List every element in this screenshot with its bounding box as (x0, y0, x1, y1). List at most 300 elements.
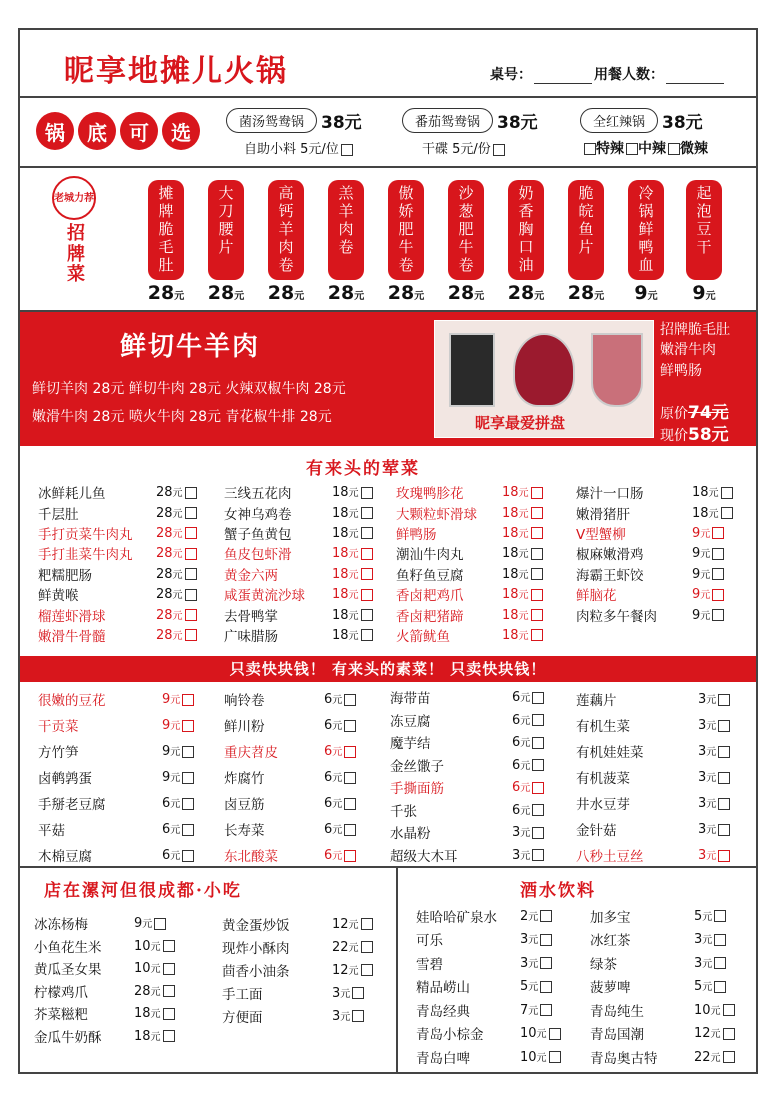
order-checkbox[interactable] (185, 609, 197, 621)
item-price: 18元 (332, 627, 373, 643)
order-checkbox[interactable] (718, 720, 730, 732)
item-price: 18元 (502, 545, 543, 561)
item-name: 有机菠菜 (576, 771, 630, 787)
item-price: 3元 (694, 955, 726, 971)
snack-column (222, 912, 359, 1027)
order-checkbox[interactable] (540, 934, 552, 946)
meat-item[interactable] (576, 482, 719, 503)
order-checkbox[interactable] (344, 824, 356, 836)
signature-label: 招牌菜 (67, 223, 85, 286)
original-price-label: 原价 (660, 406, 688, 422)
order-checkbox[interactable] (714, 981, 726, 993)
item-name: 干贡菜 (38, 719, 79, 735)
order-checkbox[interactable] (718, 850, 730, 862)
meat-item[interactable] (224, 482, 359, 503)
meat-item[interactable] (396, 625, 529, 645)
sauce-checkbox[interactable] (341, 144, 353, 156)
item-price: 6元 (512, 689, 544, 705)
signature-dish[interactable] (626, 180, 666, 304)
signature-dish[interactable] (206, 180, 246, 304)
snack-item[interactable] (34, 912, 153, 935)
order-checkbox[interactable] (540, 910, 552, 922)
veg-item[interactable] (390, 709, 531, 732)
item-name: 东北酸菜 (224, 849, 278, 865)
veg-item[interactable] (38, 738, 181, 764)
veg-item[interactable] (390, 821, 531, 844)
beef-row: 鲜切羊肉 28元 鲜切牛肉 28元 火辣双椒牛肉 28元 (32, 381, 346, 397)
item-price: 18元 (332, 525, 373, 541)
item-name: 青岛纯生 (590, 1003, 644, 1020)
drink-item[interactable] (416, 998, 539, 1022)
item-price: 5元 (520, 978, 552, 994)
item-price: 18元 (134, 1005, 175, 1021)
veg-item[interactable] (390, 844, 531, 867)
current-price-label: 现价 (660, 428, 688, 444)
order-checkbox[interactable] (154, 918, 166, 930)
item-name: 香卤耙鸡爪 (396, 588, 464, 605)
order-checkbox[interactable] (549, 1051, 561, 1063)
veg-item[interactable] (576, 816, 717, 842)
pot-name: 番茄鸳鸯锅 (402, 108, 493, 133)
drink-item[interactable] (590, 951, 713, 975)
order-checkbox[interactable] (531, 527, 543, 539)
dry-dish-checkbox[interactable] (493, 144, 505, 156)
order-checkbox[interactable] (531, 548, 543, 560)
item-name: 嫩滑猪肝 (576, 506, 630, 523)
order-checkbox[interactable] (361, 964, 373, 976)
veg-item[interactable] (38, 686, 181, 712)
item-name: 手打贡菜牛肉丸 (38, 526, 133, 543)
veg-item[interactable] (576, 842, 717, 868)
item-price: 6元 (324, 847, 356, 863)
veg-item[interactable] (38, 712, 181, 738)
item-name: 金瓜牛奶酥 (34, 1029, 102, 1046)
veg-item[interactable] (224, 764, 343, 790)
order-checkbox[interactable] (723, 1004, 735, 1016)
order-checkbox[interactable] (182, 824, 194, 836)
item-name: 椒麻嫩滑鸡 (576, 547, 644, 564)
order-checkbox[interactable] (182, 798, 194, 810)
order-checkbox[interactable] (361, 589, 373, 601)
order-checkbox[interactable] (540, 957, 552, 969)
item-name: 雪碧 (416, 956, 443, 973)
item-price: 18元 (332, 484, 373, 500)
meat-item[interactable] (576, 502, 719, 523)
drink-item[interactable] (416, 1045, 547, 1069)
veg-item[interactable] (390, 686, 531, 709)
signature-dish[interactable] (566, 180, 606, 304)
item-price: 18元 (332, 607, 373, 623)
item-price: 18元 (332, 566, 373, 582)
order-checkbox[interactable] (185, 487, 197, 499)
signature-dish-price: 28元 (387, 282, 425, 304)
signature-dish-name: 大 刀 腰 片 (208, 180, 244, 280)
order-checkbox[interactable] (361, 527, 373, 539)
item-price: 18元 (502, 586, 543, 602)
order-checkbox[interactable] (549, 1028, 561, 1040)
item-name: 有机娃娃菜 (576, 745, 644, 761)
item-price: 12元 (332, 916, 373, 932)
item-price: 3元 (520, 931, 552, 947)
item-price: 6元 (512, 734, 544, 750)
order-checkbox[interactable] (361, 941, 373, 953)
order-checkbox[interactable] (721, 487, 733, 499)
veg-item[interactable] (390, 731, 531, 754)
divider (396, 866, 398, 1074)
veg-item[interactable] (38, 764, 181, 790)
order-checkbox[interactable] (532, 849, 544, 861)
signature-dish[interactable] (386, 180, 426, 304)
order-checkbox[interactable] (344, 772, 356, 784)
people-count-field[interactable] (666, 83, 724, 84)
item-name: 莲藕片 (576, 693, 617, 709)
item-price: 18元 (502, 607, 543, 623)
meat-column (396, 482, 529, 645)
order-checkbox[interactable] (185, 527, 197, 539)
platter-caption: 昵享最爱拼盘 (475, 414, 566, 432)
item-price: 9元 (134, 915, 166, 931)
item-price: 28元 (156, 545, 197, 561)
spice-checkbox[interactable] (668, 143, 680, 155)
item-price: 9元 (692, 607, 724, 623)
order-checkbox[interactable] (532, 759, 544, 771)
drink-item[interactable] (590, 1022, 721, 1046)
item-price: 3元 (698, 743, 730, 759)
meat-item[interactable] (396, 564, 529, 584)
order-checkbox[interactable] (712, 589, 724, 601)
signature-dish[interactable] (684, 180, 724, 304)
signature-dish-price: 28元 (267, 282, 305, 304)
item-price: 28元 (156, 525, 197, 541)
signature-dish-price: 9元 (634, 282, 658, 304)
order-checkbox[interactable] (532, 737, 544, 749)
signature-dish-price: 28元 (507, 282, 545, 304)
veg-item[interactable] (390, 754, 531, 777)
snack-item[interactable] (34, 1025, 161, 1048)
order-checkbox[interactable] (712, 548, 724, 560)
item-price: 3元 (698, 847, 730, 863)
order-checkbox[interactable] (163, 940, 175, 952)
order-checkbox[interactable] (185, 568, 197, 580)
meat-item[interactable] (38, 523, 183, 543)
current-price-value: 58元 (688, 425, 729, 445)
order-checkbox[interactable] (531, 609, 543, 621)
drink-item[interactable] (416, 975, 539, 999)
item-price: 18元 (332, 586, 373, 602)
broth-badge-char: 可 (120, 112, 158, 150)
item-name: 芥菜糍粑 (34, 1007, 88, 1024)
meat-item[interactable] (224, 584, 359, 605)
snack-item[interactable] (222, 958, 359, 981)
order-checkbox[interactable] (163, 1030, 175, 1042)
platter-u-plate (591, 333, 643, 407)
item-price: 28元 (156, 607, 197, 623)
item-name: 黄金六两 (224, 567, 278, 584)
veg-item[interactable] (38, 790, 181, 816)
veg-item[interactable] (576, 712, 717, 738)
meat-item[interactable] (396, 584, 529, 605)
meat-item[interactable] (224, 523, 359, 543)
order-checkbox[interactable] (712, 609, 724, 621)
pot-option[interactable] (580, 108, 703, 133)
spice-checkbox[interactable] (626, 143, 638, 155)
order-checkbox[interactable] (532, 782, 544, 794)
item-price: 6元 (324, 769, 356, 785)
item-name: 去骨鸭掌 (224, 608, 278, 625)
snack-item[interactable] (34, 1002, 161, 1025)
order-checkbox[interactable] (182, 746, 194, 758)
item-name: 粑糯肥肠 (38, 567, 92, 584)
snack-item[interactable] (222, 912, 359, 935)
item-name: 黄瓜圣女果 (34, 962, 102, 979)
item-name: 现炸小酥肉 (222, 940, 290, 957)
order-checkbox[interactable] (532, 692, 544, 704)
order-checkbox[interactable] (163, 963, 175, 975)
meat-item[interactable] (396, 543, 529, 564)
spice-label: 中辣 (638, 141, 666, 157)
item-price: 6元 (162, 821, 194, 837)
item-name: 玫瑰鸭胗花 (396, 486, 464, 503)
meat-item[interactable] (396, 482, 529, 503)
order-checkbox[interactable] (344, 694, 356, 706)
order-checkbox[interactable] (532, 827, 544, 839)
item-price: 18元 (502, 525, 543, 541)
item-name: 金针菇 (576, 823, 617, 839)
order-checkbox[interactable] (361, 507, 373, 519)
order-checkbox[interactable] (718, 746, 730, 758)
veg-item[interactable] (224, 790, 343, 816)
order-checkbox[interactable] (344, 746, 356, 758)
order-checkbox[interactable] (182, 694, 194, 706)
order-checkbox[interactable] (718, 798, 730, 810)
snack-item[interactable] (34, 980, 161, 1003)
veg-item[interactable] (576, 738, 717, 764)
veg-item[interactable] (224, 712, 343, 738)
pot-option[interactable] (226, 108, 362, 133)
order-checkbox[interactable] (361, 629, 373, 641)
order-checkbox[interactable] (344, 850, 356, 862)
signature-dish[interactable] (506, 180, 546, 304)
order-checkbox[interactable] (185, 589, 197, 601)
meat-item[interactable] (38, 625, 183, 645)
veg-item[interactable] (224, 816, 343, 842)
order-checkbox[interactable] (344, 720, 356, 732)
platter-image (434, 320, 654, 438)
order-checkbox[interactable] (721, 507, 733, 519)
meat-item[interactable] (38, 502, 183, 523)
signature-dish-name: 起 泡 豆 干 (686, 180, 722, 280)
veg-item[interactable] (390, 799, 531, 822)
snack-item[interactable] (222, 935, 359, 958)
signature-dish-name: 奶 香 胸 口 油 (508, 180, 544, 280)
spice-checkbox[interactable] (584, 143, 596, 155)
order-checkbox[interactable] (361, 548, 373, 560)
item-price: 3元 (332, 985, 364, 1001)
order-checkbox[interactable] (361, 568, 373, 580)
drink-item[interactable] (590, 904, 713, 928)
meat-item[interactable] (576, 604, 711, 625)
order-checkbox[interactable] (182, 720, 194, 732)
veg-item[interactable] (576, 790, 717, 816)
order-checkbox[interactable] (344, 798, 356, 810)
snack-item[interactable] (222, 1004, 351, 1027)
meat-item[interactable] (38, 482, 183, 503)
item-name: 鲜鸭肠 (396, 526, 437, 543)
drink-column (590, 904, 721, 1069)
item-name: 潮汕牛肉丸 (396, 547, 464, 564)
item-name: 魔芋结 (390, 736, 431, 753)
platter-item: 鲜鸭肠 (660, 362, 702, 379)
pot-option[interactable] (402, 108, 538, 133)
veg-column (38, 686, 181, 868)
order-checkbox[interactable] (714, 934, 726, 946)
order-checkbox[interactable] (718, 694, 730, 706)
signature-dish[interactable] (146, 180, 186, 304)
signature-dish[interactable] (446, 180, 486, 304)
veg-item[interactable] (224, 842, 343, 868)
order-checkbox[interactable] (531, 568, 543, 580)
meat-item[interactable] (576, 584, 711, 605)
veg-item[interactable] (576, 686, 717, 712)
meat-item[interactable] (38, 584, 183, 605)
order-checkbox[interactable] (714, 957, 726, 969)
item-price: 18元 (502, 566, 543, 582)
meat-item[interactable] (576, 564, 711, 584)
meat-item[interactable] (396, 523, 529, 543)
order-checkbox[interactable] (714, 910, 726, 922)
item-name: 方便面 (222, 1009, 263, 1026)
drink-item[interactable] (416, 928, 539, 952)
drink-item[interactable] (590, 928, 713, 952)
item-name: 火箭鱿鱼 (396, 628, 450, 645)
veg-column (390, 686, 531, 866)
order-checkbox[interactable] (361, 487, 373, 499)
meat-item[interactable] (224, 502, 359, 523)
order-checkbox[interactable] (182, 850, 194, 862)
order-checkbox[interactable] (185, 629, 197, 641)
meat-item[interactable] (576, 543, 711, 564)
veg-item[interactable] (576, 764, 717, 790)
meat-item[interactable] (38, 564, 183, 584)
meat-column (576, 482, 719, 625)
veg-item[interactable] (224, 686, 343, 712)
snack-item[interactable] (34, 935, 161, 958)
drink-item[interactable] (590, 975, 713, 999)
order-checkbox[interactable] (712, 527, 724, 539)
order-checkbox[interactable] (723, 1028, 735, 1040)
meat-item[interactable] (396, 604, 529, 625)
meat-title: 有来头的荤菜 (306, 459, 420, 479)
order-checkbox[interactable] (185, 548, 197, 560)
drink-item[interactable] (590, 1045, 721, 1069)
order-checkbox[interactable] (540, 981, 552, 993)
item-name: 嫩滑牛骨髓 (38, 628, 106, 645)
drink-item[interactable] (416, 1022, 547, 1046)
sauce-option[interactable] (244, 138, 353, 157)
order-checkbox[interactable] (361, 918, 373, 930)
signature-dish-price: 28元 (447, 282, 485, 304)
meat-item[interactable] (38, 604, 183, 625)
item-price: 28元 (156, 627, 197, 643)
order-checkbox[interactable] (718, 824, 730, 836)
order-checkbox[interactable] (712, 568, 724, 580)
recommend-seal: 老城力荐 (52, 176, 96, 220)
veg-item[interactable] (390, 776, 531, 799)
item-price: 6元 (324, 691, 356, 707)
order-checkbox[interactable] (532, 804, 544, 816)
order-checkbox[interactable] (163, 1008, 175, 1020)
item-name: 青岛白啤 (416, 1050, 470, 1067)
broth-badge-char: 底 (78, 112, 116, 150)
pot-price: 38元 (321, 113, 362, 133)
signature-dish[interactable] (326, 180, 366, 304)
drink-item[interactable] (590, 998, 721, 1022)
signature-dish[interactable] (266, 180, 306, 304)
item-price: 3元 (698, 717, 730, 733)
platter-items (660, 320, 730, 381)
snack-item[interactable] (34, 957, 161, 980)
meat-item[interactable] (224, 604, 359, 625)
item-name: 手打韭菜牛肉丸 (38, 547, 133, 564)
order-checkbox[interactable] (531, 487, 543, 499)
order-checkbox[interactable] (361, 609, 373, 621)
item-name: 肉粒多午餐肉 (576, 608, 657, 625)
table-number-field[interactable] (534, 83, 592, 84)
meat-item[interactable] (38, 543, 183, 564)
item-name: 八秒土豆丝 (576, 849, 644, 865)
order-checkbox[interactable] (531, 629, 543, 641)
item-name: 大颗粒虾滑球 (396, 506, 477, 523)
item-name: 方竹笋 (38, 745, 79, 761)
meat-item[interactable] (224, 564, 359, 584)
meat-item[interactable] (396, 502, 529, 523)
item-price: 3元 (698, 795, 730, 811)
meat-item[interactable] (224, 543, 359, 564)
item-price: 3元 (512, 824, 544, 840)
order-checkbox[interactable] (185, 507, 197, 519)
meat-item[interactable] (224, 625, 359, 645)
item-name: 千张 (390, 803, 417, 820)
item-price: 18元 (502, 505, 543, 521)
order-checkbox[interactable] (182, 772, 194, 784)
veg-item[interactable] (224, 738, 343, 764)
order-checkbox[interactable] (723, 1051, 735, 1063)
order-checkbox[interactable] (163, 985, 175, 997)
item-name: 海霸王虾饺 (576, 567, 644, 584)
order-checkbox[interactable] (532, 714, 544, 726)
drink-item[interactable] (416, 904, 539, 928)
meat-item[interactable] (576, 523, 711, 543)
dry-dish-option[interactable] (422, 138, 505, 157)
item-price: 28元 (156, 586, 197, 602)
order-checkbox[interactable] (531, 507, 543, 519)
veg-item[interactable] (38, 816, 181, 842)
order-checkbox[interactable] (352, 1010, 364, 1022)
item-price: 12元 (694, 1025, 735, 1041)
order-checkbox[interactable] (352, 987, 364, 999)
veg-item[interactable] (38, 842, 181, 868)
snack-item[interactable] (222, 981, 351, 1004)
item-name: 金丝馓子 (390, 758, 444, 775)
order-checkbox[interactable] (531, 589, 543, 601)
drink-item[interactable] (416, 951, 539, 975)
order-checkbox[interactable] (718, 772, 730, 784)
order-checkbox[interactable] (540, 1004, 552, 1016)
original-price-value: 74元 (688, 403, 729, 423)
item-price: 18元 (134, 1028, 175, 1044)
item-name: 菠萝啤 (590, 980, 631, 997)
item-price: 18元 (502, 484, 543, 500)
